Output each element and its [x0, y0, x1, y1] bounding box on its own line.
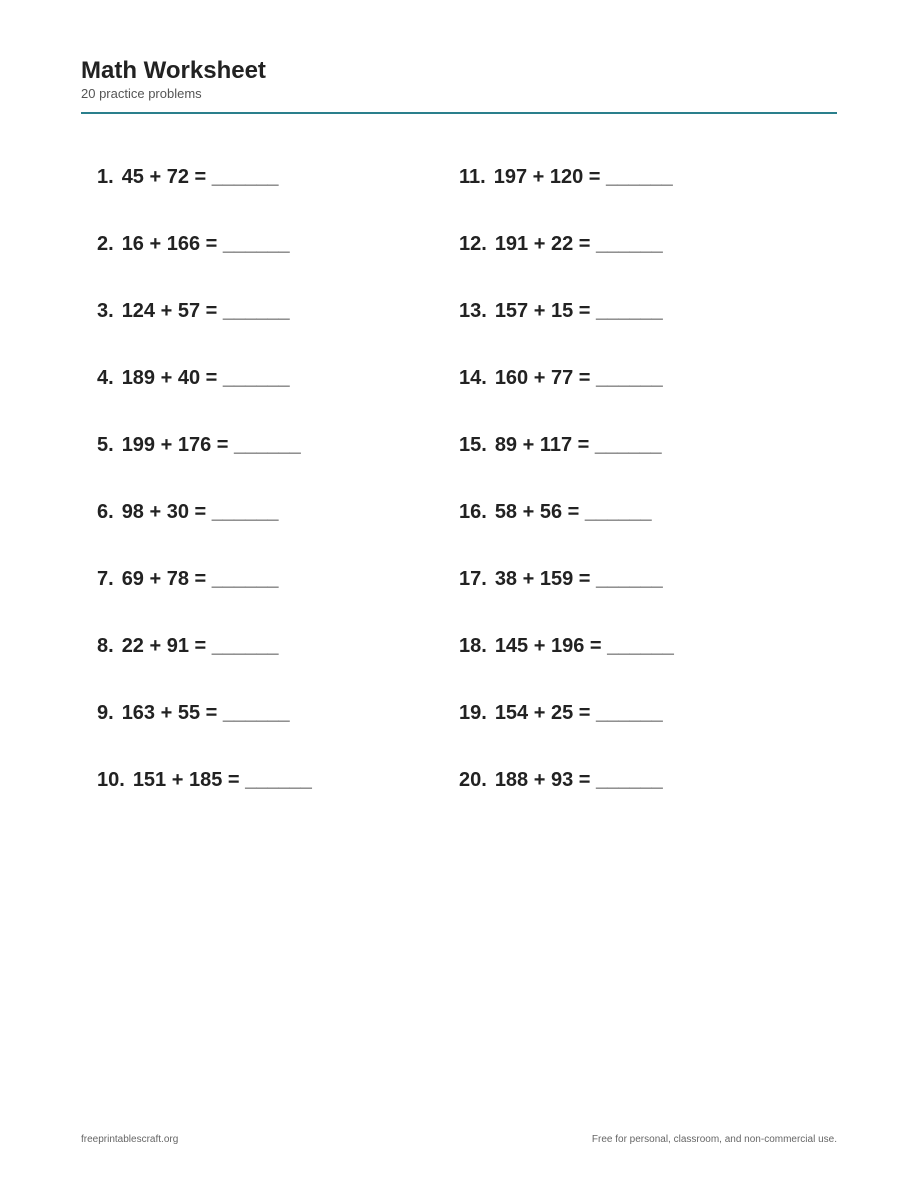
problem-item — [459, 699, 674, 766]
problem-item — [97, 230, 312, 297]
problem-expression: 199 + 176 = ______ — [121, 434, 301, 456]
problem-item — [97, 565, 312, 632]
problem-item — [97, 498, 312, 565]
problem-number: 10. — [97, 769, 125, 791]
problem-expression: 189 + 40 = ______ — [121, 367, 290, 389]
problem-item — [459, 766, 674, 833]
footer-license: Free for personal, classroom, and non-commercial use. — [591, 1134, 837, 1145]
problem-number: 1. — [97, 166, 114, 188]
problem-number: 13. — [459, 300, 487, 322]
problem-expression: 38 + 159 = ______ — [494, 568, 663, 590]
problem-expression: 145 + 196 = ______ — [494, 635, 674, 657]
problem-number: 11. — [459, 166, 486, 188]
problem-item — [97, 364, 312, 431]
problem-expression: 188 + 93 = ______ — [494, 769, 663, 791]
problem-item — [459, 297, 674, 364]
page-title: Math Worksheet — [81, 57, 266, 84]
page-subtitle: 20 practice problems — [81, 86, 202, 101]
problem-item — [97, 699, 312, 766]
problem-item — [459, 230, 674, 297]
problem-number: 16. — [459, 501, 487, 523]
problem-number: 4. — [97, 367, 114, 389]
problem-number: 3. — [97, 300, 114, 322]
problem-item — [97, 766, 312, 833]
problem-number: 8. — [97, 635, 114, 657]
problem-expression: 160 + 77 = ______ — [494, 367, 663, 389]
problem-expression: 157 + 15 = ______ — [494, 300, 663, 322]
problem-number: 2. — [97, 233, 114, 255]
problem-item — [97, 431, 312, 498]
problem-expression: 151 + 185 = ______ — [132, 769, 312, 791]
problem-expression: 89 + 117 = ______ — [494, 434, 662, 456]
problem-item — [97, 632, 312, 699]
problem-number: 15. — [459, 434, 487, 456]
problem-number: 19. — [459, 702, 487, 724]
problem-expression: 163 + 55 = ______ — [121, 702, 290, 724]
problem-number: 14. — [459, 367, 487, 389]
problem-number: 18. — [459, 635, 487, 657]
problem-expression: 124 + 57 = ______ — [121, 300, 290, 322]
problem-item — [459, 565, 674, 632]
problem-item — [97, 297, 312, 364]
problem-expression: 45 + 72 = ______ — [121, 166, 279, 188]
problem-item — [97, 163, 312, 230]
problem-number: 9. — [97, 702, 114, 724]
problem-expression: 16 + 166 = ______ — [121, 233, 290, 255]
problem-number: 12. — [459, 233, 487, 255]
problem-number: 5. — [97, 434, 114, 456]
problem-number: 20. — [459, 769, 487, 791]
problem-expression: 69 + 78 = ______ — [121, 568, 279, 590]
problem-number: 17. — [459, 568, 487, 590]
problem-item — [459, 163, 674, 230]
footer-site: freeprintablescraft.org — [81, 1134, 179, 1145]
problems-column-left — [97, 163, 312, 833]
worksheet-header — [81, 56, 837, 102]
problem-item — [459, 431, 674, 498]
problem-item — [459, 364, 674, 431]
problems-column-right — [459, 163, 674, 833]
problem-number: 6. — [97, 501, 114, 523]
problem-expression: 58 + 56 = ______ — [494, 501, 652, 523]
problem-expression: 197 + 120 = ______ — [493, 166, 673, 188]
problem-item — [459, 632, 674, 699]
problem-number: 7. — [97, 568, 114, 590]
problem-expression: 154 + 25 = ______ — [494, 702, 663, 724]
problem-expression: 22 + 91 = ______ — [121, 635, 279, 657]
problem-item — [459, 498, 674, 565]
header-divider — [81, 112, 837, 114]
problem-expression: 98 + 30 = ______ — [121, 501, 279, 523]
problem-expression: 191 + 22 = ______ — [494, 233, 663, 255]
